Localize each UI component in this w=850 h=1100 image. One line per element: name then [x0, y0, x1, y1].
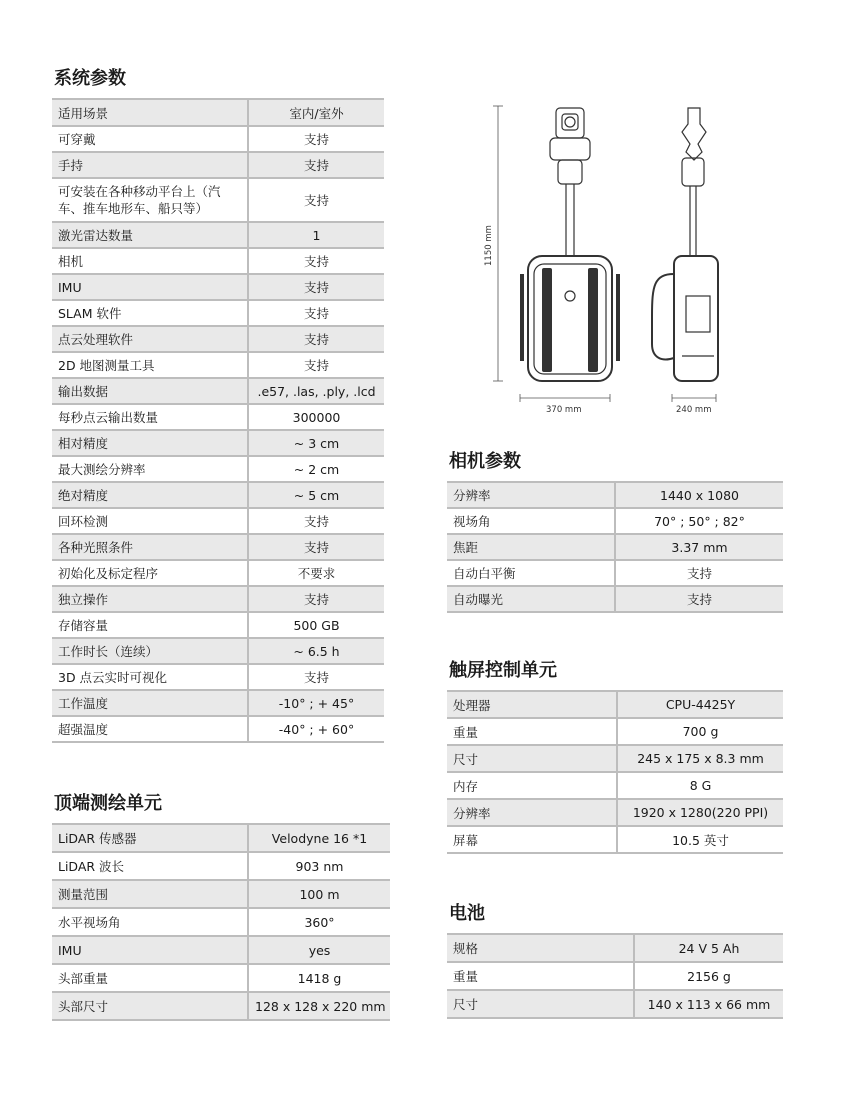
spec-label: 分辨率	[447, 799, 617, 826]
table-row	[447, 482, 783, 508]
system-spec-table	[52, 98, 384, 743]
table-row	[52, 638, 384, 664]
spec-label: 点云处理软件	[52, 326, 248, 352]
top-unit-spec-table	[52, 823, 390, 1021]
spec-value: 支持	[248, 300, 384, 326]
spec-value: 1	[248, 222, 384, 248]
spec-label: 适用场景	[52, 99, 248, 126]
table-row	[52, 222, 384, 248]
spec-label: LiDAR 波长	[52, 852, 248, 880]
table-row	[52, 326, 384, 352]
spec-label: 自动曝光	[447, 586, 615, 612]
spec-label: 2D 地图测量工具	[52, 352, 248, 378]
spec-label: 独立操作	[52, 586, 248, 612]
table-row	[52, 352, 384, 378]
spec-label: 自动白平衡	[447, 560, 615, 586]
table-row	[52, 690, 384, 716]
table-row	[447, 962, 783, 990]
spec-label: 屏幕	[447, 826, 617, 853]
table-row	[52, 178, 384, 222]
spec-value: 支持	[248, 178, 384, 222]
spec-value: 支持	[248, 248, 384, 274]
spec-value: 不要求	[248, 560, 384, 586]
table-row	[52, 534, 384, 560]
table-row	[52, 716, 384, 742]
spec-label: 处理器	[447, 691, 617, 718]
spec-label: 可安装在各种移动平台上（汽车、推车地形车、船只等）	[52, 178, 248, 222]
battery-section-title: 电池	[449, 903, 485, 924]
table-row	[52, 404, 384, 430]
table-row	[52, 664, 384, 690]
spec-value: 3.37 mm	[615, 534, 783, 560]
width-label: 370 mm	[546, 405, 582, 415]
spec-label: 规格	[447, 934, 634, 962]
table-row	[52, 560, 384, 586]
table-row	[52, 300, 384, 326]
spec-label: 绝对精度	[52, 482, 248, 508]
table-row	[447, 826, 783, 853]
table-row	[447, 990, 783, 1018]
spec-value: 2156 g	[634, 962, 783, 990]
spec-value: 支持	[615, 586, 783, 612]
spec-value: 300000	[248, 404, 384, 430]
table-row	[52, 99, 384, 126]
spec-label: 相对精度	[52, 430, 248, 456]
table-row	[52, 936, 390, 964]
spec-label: 工作温度	[52, 690, 248, 716]
table-row	[447, 772, 783, 799]
spec-value: -10° ; + 45°	[248, 690, 384, 716]
spec-value: ~ 2 cm	[248, 456, 384, 482]
spec-label: 头部重量	[52, 964, 248, 992]
table-row	[52, 274, 384, 300]
spec-value: CPU-4425Y	[617, 691, 783, 718]
camera-spec-table	[447, 481, 783, 613]
spec-label: 手持	[52, 152, 248, 178]
spec-value: 支持	[248, 274, 384, 300]
spec-value: 128 x 128 x 220 mm	[248, 992, 390, 1020]
table-row	[52, 824, 390, 852]
table-row	[447, 799, 783, 826]
width-dimension	[520, 394, 610, 402]
battery-spec-table	[447, 933, 783, 1019]
spec-value: yes	[248, 936, 390, 964]
spec-value: -40° ; + 60°	[248, 716, 384, 742]
spec-value: ~ 5 cm	[248, 482, 384, 508]
table-row	[52, 880, 390, 908]
spec-label: 激光雷达数量	[52, 222, 248, 248]
spec-label: 重量	[447, 718, 617, 745]
spec-label: 初始化及标定程序	[52, 560, 248, 586]
spec-value: 500 GB	[248, 612, 384, 638]
spec-value: Velodyne 16 *1	[248, 824, 390, 852]
spec-label: 尺寸	[447, 990, 634, 1018]
spec-value: 70° ; 50° ; 82°	[615, 508, 783, 534]
scanner-side-view	[652, 108, 718, 381]
touch-unit-section-title: 触屏控制单元	[449, 660, 557, 681]
spec-label: SLAM 软件	[52, 300, 248, 326]
depth-label: 240 mm	[676, 405, 712, 415]
table-row	[447, 534, 783, 560]
table-row	[447, 691, 783, 718]
table-row	[52, 248, 384, 274]
spec-label: 可穿戴	[52, 126, 248, 152]
spec-value: 140 x 113 x 66 mm	[634, 990, 783, 1018]
spec-value: 支持	[248, 508, 384, 534]
table-row	[52, 508, 384, 534]
table-row	[447, 745, 783, 772]
top-unit-section-title: 顶端测绘单元	[54, 793, 162, 814]
spec-value: 支持	[248, 326, 384, 352]
scanner-front-view	[522, 108, 618, 381]
spec-label: 焦距	[447, 534, 615, 560]
spec-value: 室内/室外	[248, 99, 384, 126]
height-dimension	[493, 106, 503, 381]
spec-label: 最大测绘分辨率	[52, 456, 248, 482]
spec-value: 700 g	[617, 718, 783, 745]
table-row	[52, 126, 384, 152]
spec-label: 各种光照条件	[52, 534, 248, 560]
spec-value: 100 m	[248, 880, 390, 908]
table-row	[52, 992, 390, 1020]
spec-label: 存储容量	[52, 612, 248, 638]
table-row	[52, 430, 384, 456]
spec-value: 1440 x 1080	[615, 482, 783, 508]
spec-value: 支持	[615, 560, 783, 586]
spec-value: 1418 g	[248, 964, 390, 992]
table-row	[52, 908, 390, 936]
spec-value: 1920 x 1280(220 PPI)	[617, 799, 783, 826]
spec-label: 3D 点云实时可视化	[52, 664, 248, 690]
spec-value: 支持	[248, 664, 384, 690]
product-dimension-drawing	[476, 96, 744, 420]
spec-label: 输出数据	[52, 378, 248, 404]
spec-value: 10.5 英寸	[617, 826, 783, 853]
system-section-title: 系统参数	[54, 68, 126, 89]
spec-value: ~ 3 cm	[248, 430, 384, 456]
spec-label: 分辨率	[447, 482, 615, 508]
table-row	[52, 964, 390, 992]
spec-value: 245 x 175 x 8.3 mm	[617, 745, 783, 772]
spec-label: 相机	[52, 248, 248, 274]
spec-value: ~ 6.5 h	[248, 638, 384, 664]
spec-label: 每秒点云输出数量	[52, 404, 248, 430]
height-label: 1150 mm	[484, 225, 494, 266]
table-row	[52, 482, 384, 508]
table-row	[447, 586, 783, 612]
spec-label: 尺寸	[447, 745, 617, 772]
table-row	[52, 586, 384, 612]
spec-label: 回环检测	[52, 508, 248, 534]
spec-value: .e57, .las, .ply, .lcd	[248, 378, 384, 404]
spec-value: 8 G	[617, 772, 783, 799]
table-row	[447, 718, 783, 745]
camera-section-title: 相机参数	[449, 451, 521, 472]
table-row	[447, 508, 783, 534]
spec-label: IMU	[52, 274, 248, 300]
spec-value: 24 V 5 Ah	[634, 934, 783, 962]
spec-label: IMU	[52, 936, 248, 964]
spec-value: 支持	[248, 126, 384, 152]
spec-value: 支持	[248, 352, 384, 378]
table-row	[52, 456, 384, 482]
touch-unit-spec-table	[447, 690, 783, 854]
spec-label: LiDAR 传感器	[52, 824, 248, 852]
table-row	[52, 852, 390, 880]
spec-value: 支持	[248, 586, 384, 612]
spec-value: 支持	[248, 534, 384, 560]
depth-dimension	[672, 394, 716, 402]
spec-label: 视场角	[447, 508, 615, 534]
spec-label: 超强温度	[52, 716, 248, 742]
table-row	[52, 612, 384, 638]
spec-label: 工作时长（连续）	[52, 638, 248, 664]
table-row	[52, 152, 384, 178]
spec-label: 测量范围	[52, 880, 248, 908]
spec-value: 360°	[248, 908, 390, 936]
spec-label: 头部尺寸	[52, 992, 248, 1020]
spec-label: 水平视场角	[52, 908, 248, 936]
spec-label: 内存	[447, 772, 617, 799]
spec-label: 重量	[447, 962, 634, 990]
table-row	[447, 934, 783, 962]
table-row	[52, 378, 384, 404]
table-row	[447, 560, 783, 586]
spec-value: 903 nm	[248, 852, 390, 880]
spec-value: 支持	[248, 152, 384, 178]
